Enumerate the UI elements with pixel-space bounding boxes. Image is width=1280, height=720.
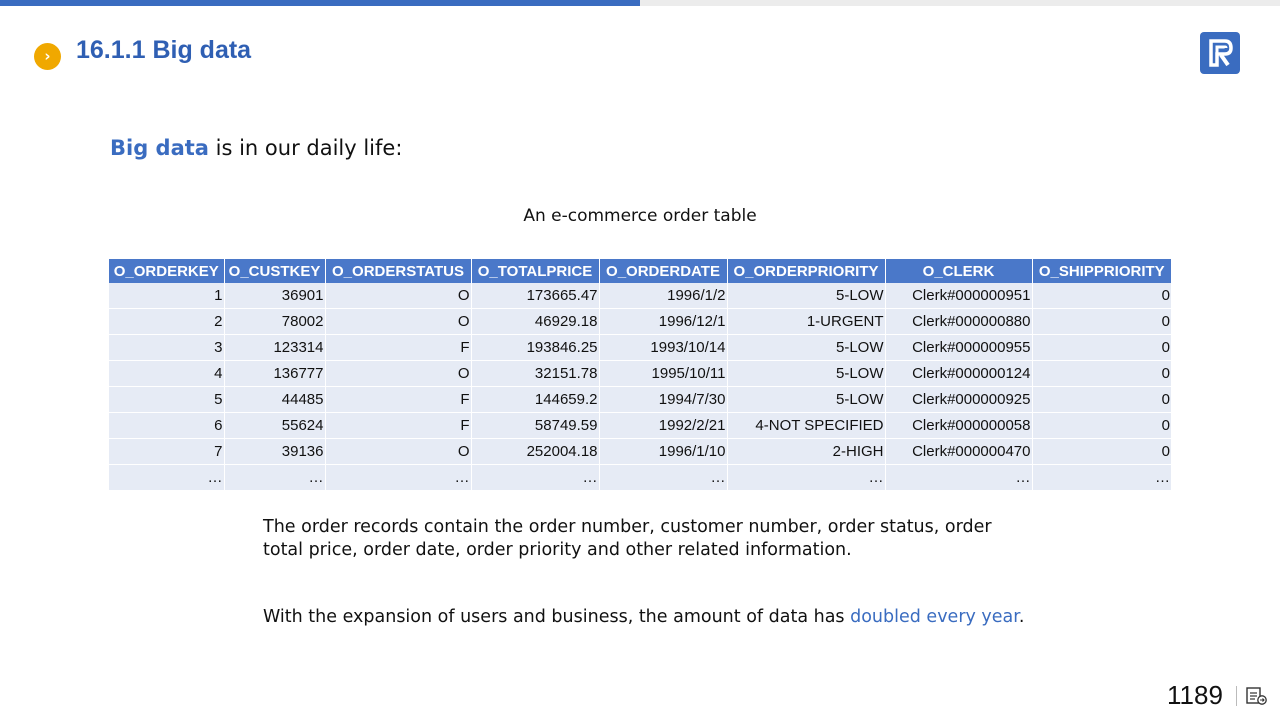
table-cell: … bbox=[224, 465, 325, 491]
table-row bbox=[109, 335, 1171, 361]
table-cell: 4 bbox=[109, 361, 224, 387]
table-cell: 7 bbox=[109, 439, 224, 465]
table-cell: 252004.18 bbox=[471, 439, 599, 465]
table-body bbox=[109, 283, 1171, 491]
table-row bbox=[109, 309, 1171, 335]
table-cell: … bbox=[885, 465, 1032, 491]
page-number: 1189 bbox=[1167, 680, 1223, 710]
table-cell: 2 bbox=[109, 309, 224, 335]
table-cell: Clerk#000000955 bbox=[885, 335, 1032, 361]
column-header: O_ORDERPRIORITY bbox=[727, 259, 885, 283]
table-row bbox=[109, 465, 1171, 491]
column-header: O_SHIPPRIORITY bbox=[1032, 259, 1171, 283]
table-cell: 1 bbox=[109, 283, 224, 309]
column-header: O_CUSTKEY bbox=[224, 259, 325, 283]
table-cell: 123314 bbox=[224, 335, 325, 361]
table-header-row bbox=[109, 259, 1171, 283]
table-cell: 1994/7/30 bbox=[599, 387, 727, 413]
slide-title: 16.1.1 Big data bbox=[76, 36, 252, 64]
table-cell: 193846.25 bbox=[471, 335, 599, 361]
growth-period: . bbox=[1018, 607, 1025, 627]
description-line-2: total price, order date, order priority and other related information. bbox=[263, 540, 852, 560]
table-row bbox=[109, 387, 1171, 413]
table-cell: … bbox=[109, 465, 224, 491]
table-cell: 0 bbox=[1032, 309, 1171, 335]
table-cell: 58749.59 bbox=[471, 413, 599, 439]
column-header: O_ORDERKEY bbox=[109, 259, 224, 283]
table-cell: Clerk#000000058 bbox=[885, 413, 1032, 439]
table-cell: Clerk#000000925 bbox=[885, 387, 1032, 413]
table-cell: … bbox=[471, 465, 599, 491]
table-row bbox=[109, 439, 1171, 465]
footer-divider bbox=[1236, 686, 1237, 706]
table-cell: F bbox=[325, 335, 471, 361]
column-header: O_ORDERSTATUS bbox=[325, 259, 471, 283]
table-cell: 0 bbox=[1032, 283, 1171, 309]
growth-paragraph bbox=[263, 606, 1024, 629]
table-cell: 36901 bbox=[224, 283, 325, 309]
table-cell: 1993/10/14 bbox=[599, 335, 727, 361]
table-cell: 144659.2 bbox=[471, 387, 599, 413]
table-cell: O bbox=[325, 439, 471, 465]
table-cell: Clerk#000000880 bbox=[885, 309, 1032, 335]
table-cell: 5-LOW bbox=[727, 335, 885, 361]
table-cell: 55624 bbox=[224, 413, 325, 439]
table-cell: 5-LOW bbox=[727, 361, 885, 387]
table-cell: Clerk#000000124 bbox=[885, 361, 1032, 387]
table-cell: … bbox=[599, 465, 727, 491]
table-cell: 0 bbox=[1032, 335, 1171, 361]
intro-highlight: Big data bbox=[110, 136, 209, 160]
table-cell: 3 bbox=[109, 335, 224, 361]
table-cell: 78002 bbox=[224, 309, 325, 335]
table-cell: … bbox=[727, 465, 885, 491]
description-paragraph bbox=[263, 516, 992, 562]
table-cell: 1992/2/21 bbox=[599, 413, 727, 439]
table-row bbox=[109, 361, 1171, 387]
column-header: O_ORDERDATE bbox=[599, 259, 727, 283]
table-cell: 1996/1/2 bbox=[599, 283, 727, 309]
table-row bbox=[109, 413, 1171, 439]
table-cell: Clerk#000000951 bbox=[885, 283, 1032, 309]
description-line-1: The order records contain the order number, customer number, order status, order bbox=[263, 517, 992, 537]
progress-bar-fill bbox=[0, 0, 640, 6]
table-header bbox=[109, 259, 1171, 283]
intro-text bbox=[110, 136, 402, 160]
table-cell: 1996/12/1 bbox=[599, 309, 727, 335]
table-cell: … bbox=[325, 465, 471, 491]
table-cell: 39136 bbox=[224, 439, 325, 465]
table-cell: F bbox=[325, 387, 471, 413]
column-header: O_TOTALPRICE bbox=[471, 259, 599, 283]
table-cell: 32151.78 bbox=[471, 361, 599, 387]
table-cell: 0 bbox=[1032, 413, 1171, 439]
table-cell: 4-NOT SPECIFIED bbox=[727, 413, 885, 439]
table-cell: 1995/10/11 bbox=[599, 361, 727, 387]
table-cell: … bbox=[1032, 465, 1171, 491]
table-cell: O bbox=[325, 361, 471, 387]
table-row bbox=[109, 283, 1171, 309]
table-cell: 173665.47 bbox=[471, 283, 599, 309]
column-header: O_CLERK bbox=[885, 259, 1032, 283]
intro-rest: is in our daily life: bbox=[208, 136, 403, 160]
progress-bar bbox=[0, 0, 1280, 6]
table-cell: O bbox=[325, 309, 471, 335]
brand-logo-icon bbox=[1200, 32, 1240, 74]
table-cell: 1-URGENT bbox=[727, 309, 885, 335]
table-cell: 0 bbox=[1032, 361, 1171, 387]
table-cell: 136777 bbox=[224, 361, 325, 387]
table-cell: O bbox=[325, 283, 471, 309]
table-cell: 6 bbox=[109, 413, 224, 439]
table-cell: Clerk#000000470 bbox=[885, 439, 1032, 465]
table-cell: 5 bbox=[109, 387, 224, 413]
table-caption: An e-commerce order table bbox=[523, 206, 757, 226]
table-cell: 2-HIGH bbox=[727, 439, 885, 465]
notes-icon[interactable] bbox=[1246, 686, 1268, 706]
table-cell: 5-LOW bbox=[727, 387, 885, 413]
table-cell: 0 bbox=[1032, 387, 1171, 413]
table-cell: 46929.18 bbox=[471, 309, 599, 335]
growth-highlight: doubled every year bbox=[850, 607, 1019, 627]
table-cell: 44485 bbox=[224, 387, 325, 413]
chevron-right-icon: › bbox=[34, 43, 61, 70]
table-cell: F bbox=[325, 413, 471, 439]
table-cell: 0 bbox=[1032, 439, 1171, 465]
growth-text: With the expansion of users and business, the amount of data has bbox=[263, 607, 851, 627]
orders-table bbox=[109, 259, 1171, 491]
table-cell: 5-LOW bbox=[727, 283, 885, 309]
table-cell: 1996/1/10 bbox=[599, 439, 727, 465]
